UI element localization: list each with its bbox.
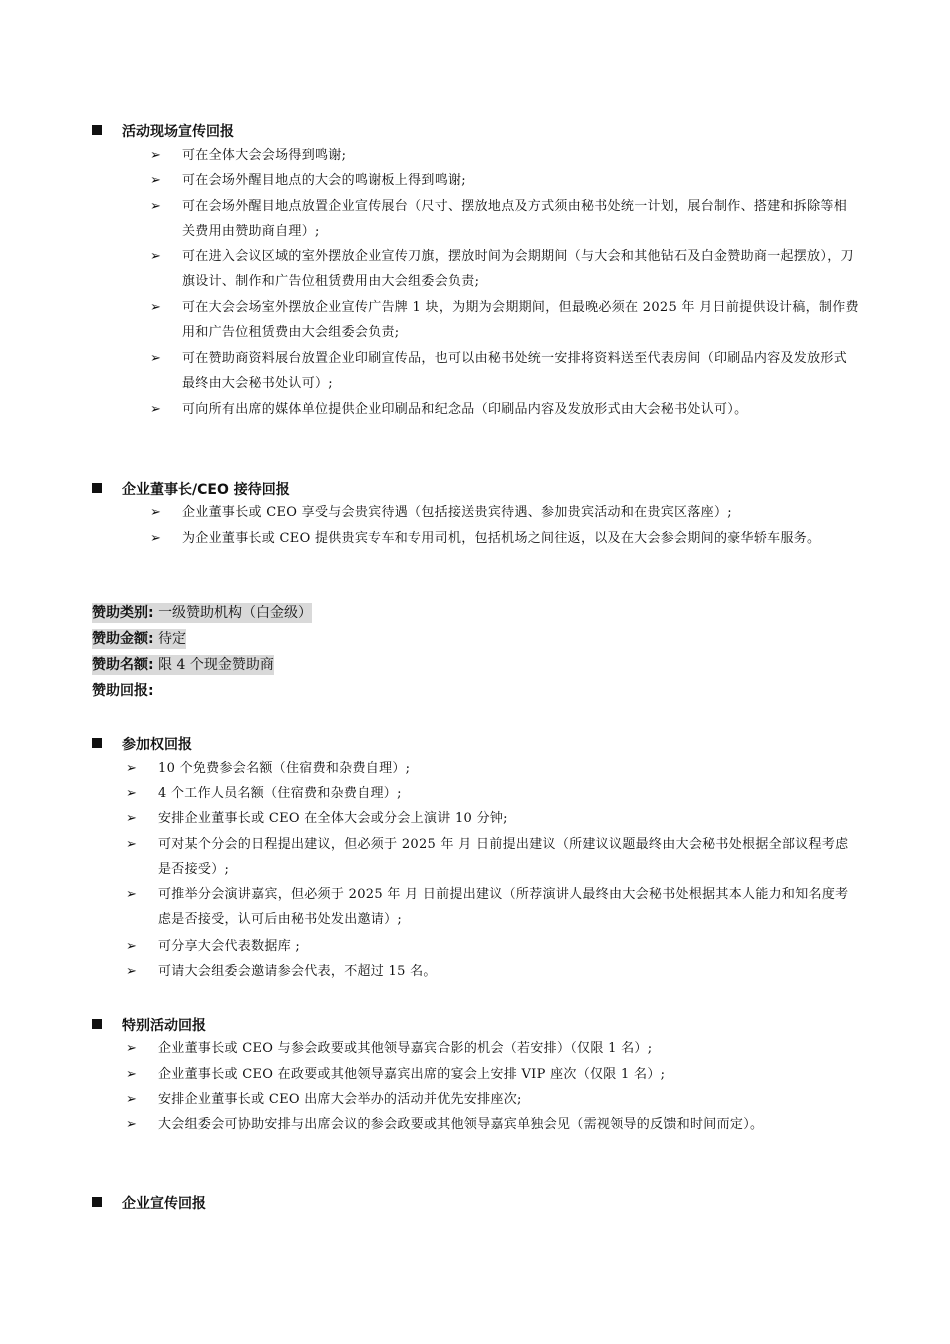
list-item: ➢ 可在会场外醒目地点放置企业宣传展台（尺寸、摆放地点及方式须由秘书处统一计划，展台制作、搭建和拆除等相关费用由赞助商自理）; [150, 194, 860, 244]
list-item: ➢ 可向所有出席的媒体单位提供企业印刷品和纪念品（印刷品内容及发放形式由大会秘书处认可）。 [150, 397, 860, 422]
list-item: ➢ 安排企业董事长或 CEO 出席大会举办的活动并优先安排座次; [126, 1087, 860, 1112]
arrow-bullet-icon: ➢ [150, 402, 161, 417]
list-item: ➢ 企业董事长或 CEO 在政要或其他领导嘉宾出席的宴会上安排 VIP 座次（仅限 1 名）; [126, 1062, 860, 1087]
list-item: ➢ 可请大会组委会邀请参会代表，不超过 15 名。 [126, 959, 860, 984]
list-item: ➢ 10 个免费参会名额（住宿费和杂费自理）; [126, 756, 860, 781]
list-item: ➢ 可分享大会代表数据库 ; [126, 934, 860, 959]
square-bullet-icon [92, 1019, 102, 1029]
arrow-bullet-icon: ➢ [150, 249, 161, 264]
section-heading: 活动现场宣传回报 [92, 121, 234, 141]
square-bullet-icon [92, 1197, 102, 1207]
arrow-bullet-icon: ➢ [126, 811, 137, 826]
square-bullet-icon [92, 483, 102, 493]
list-item: ➢ 企业董事长或 CEO 与参会政要或其他领导嘉宾合影的机会（若安排）（仅限 1 名）; [126, 1036, 860, 1061]
section-heading: 企业宣传回报 [92, 1193, 206, 1213]
section-heading: 特别活动回报 [92, 1015, 206, 1035]
arrow-bullet-icon: ➢ [126, 786, 137, 801]
square-bullet-icon [92, 738, 102, 748]
list-item: ➢ 大会组委会可协助安排与出席会议的参会政要或其他领导嘉宾单独会见（需视领导的反馈和时间而定）。 [126, 1112, 860, 1137]
arrow-bullet-icon: ➢ [150, 505, 161, 520]
arrow-bullet-icon: ➢ [150, 300, 161, 315]
section-heading: 企业董事长/CEO 接待回报 [92, 479, 290, 499]
list-item: ➢ 为企业董事长或 CEO 提供贵宾专车和专用司机，包括机场之间往返，以及在大会参会期间的豪华轿车服务。 [150, 526, 860, 551]
arrow-bullet-icon: ➢ [150, 199, 161, 214]
list-item: ➢ 可推举分会演讲嘉宾，但必须于 2025 年 月 日前提出建议（所荐演讲人最终由大会秘书处根据其本人能力和知名度考虑是否接受，认可后由秘书处发出邀请）; [126, 882, 860, 932]
list-item: ➢ 4 个工作人员名额（住宿费和杂费自理）; [126, 781, 860, 806]
arrow-bullet-icon: ➢ [150, 531, 161, 546]
arrow-bullet-icon: ➢ [150, 148, 161, 163]
list-item: ➢ 可在赞助商资料展台放置企业印刷宣传品，也可以由秘书处统一安排将资料送至代表房间（印刷品内容及发放形式最终由大会秘书处认可）; [150, 346, 860, 396]
section-heading: 参加权回报 [92, 734, 192, 754]
arrow-bullet-icon: ➢ [126, 887, 137, 902]
arrow-bullet-icon: ➢ [126, 939, 137, 954]
arrow-bullet-icon: ➢ [126, 761, 137, 776]
sponsor-amount: 赞助金额: 待定 [92, 631, 187, 647]
arrow-bullet-icon: ➢ [126, 1117, 137, 1132]
list-item: ➢ 可在进入会议区域的室外摆放企业宣传刀旗，摆放时间为会期期间（与大会和其他钻石及白金赞助商一起摆放），刀旗设计、制作和广告位租赁费用由大会组委会负责; [150, 244, 860, 294]
arrow-bullet-icon: ➢ [150, 351, 161, 366]
sponsor-quota: 赞助名额: 限 4 个现金赞助商 [92, 657, 274, 673]
arrow-bullet-icon: ➢ [126, 1092, 137, 1107]
sponsor-category: 赞助类别: 一级赞助机构（白金级） [92, 605, 313, 621]
list-item: ➢ 企业董事长或 CEO 享受与会贵宾待遇（包括接送贵宾待遇、参加贵宾活动和在贵宾区落座）; [150, 500, 860, 525]
arrow-bullet-icon: ➢ [126, 1041, 137, 1056]
list-item: ➢ 可在全体大会会场得到鸣谢; [150, 143, 860, 168]
arrow-bullet-icon: ➢ [126, 964, 137, 979]
arrow-bullet-icon: ➢ [126, 837, 137, 852]
square-bullet-icon [92, 125, 102, 135]
arrow-bullet-icon: ➢ [126, 1067, 137, 1082]
list-item: ➢ 可对某个分会的日程提出建议，但必须于 2025 年 月 日前提出建议（所建议议题最终由大会秘书处根据全部议程考虑是否接受）; [126, 832, 860, 882]
list-item: ➢ 可在大会会场室外摆放企业宣传广告牌 1 块，为期为会期期间，但最晚必须在 2025 年 月日前提供设计稿，制作费用和广告位租赁费由大会组委会负责; [150, 295, 860, 345]
arrow-bullet-icon: ➢ [150, 173, 161, 188]
list-item: ➢ 安排企业董事长或 CEO 在全体大会或分会上演讲 10 分钟; [126, 806, 860, 831]
sponsor-rewards-label: 赞助回报: [92, 683, 154, 699]
list-item: ➢ 可在会场外醒目地点的大会的鸣谢板上得到鸣谢; [150, 168, 860, 193]
